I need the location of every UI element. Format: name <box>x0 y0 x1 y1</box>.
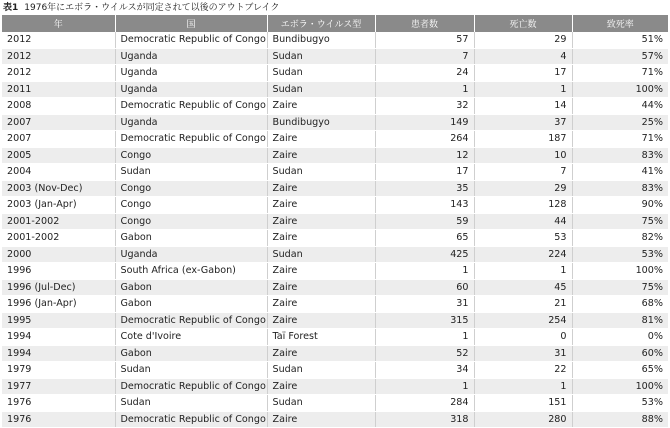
cell-fatality-rate: 25% <box>572 114 668 131</box>
table-row <box>2 312 668 329</box>
cell-cases: 12 <box>375 147 474 164</box>
table-row <box>2 164 668 181</box>
cell-deaths: 128 <box>474 197 572 214</box>
cell-year: 1995 <box>2 312 115 329</box>
cell-country: Democratic Republic of Congo <box>115 98 267 115</box>
cell-year: 2001-2002 <box>2 213 115 230</box>
table-row <box>2 411 668 428</box>
table-row <box>2 32 668 48</box>
cell-cases: 318 <box>375 411 474 428</box>
cell-virus-type: Zaire <box>267 147 375 164</box>
table-row <box>2 65 668 82</box>
cell-year: 1994 <box>2 329 115 346</box>
outbreak-table-container <box>2 15 668 428</box>
cell-year: 2003 (Nov-Dec) <box>2 180 115 197</box>
cell-virus-type: Zaire <box>267 180 375 197</box>
cell-deaths: 29 <box>474 32 572 48</box>
cell-country: Congo <box>115 197 267 214</box>
cell-virus-type: Zaire <box>267 312 375 329</box>
cell-cases: 149 <box>375 114 474 131</box>
cell-year: 2011 <box>2 81 115 98</box>
table-row <box>2 246 668 263</box>
cell-year: 1979 <box>2 362 115 379</box>
cell-deaths: 17 <box>474 65 572 82</box>
table-body <box>2 32 668 428</box>
cell-deaths: 29 <box>474 180 572 197</box>
cell-virus-type: Sudan <box>267 246 375 263</box>
cell-deaths: 14 <box>474 98 572 115</box>
column-header-cases: 患者数 <box>375 15 474 32</box>
cell-country: Cote d'Ivoire <box>115 329 267 346</box>
cell-deaths: 151 <box>474 395 572 412</box>
cell-year: 2012 <box>2 65 115 82</box>
cell-deaths: 45 <box>474 279 572 296</box>
cell-year: 2012 <box>2 32 115 48</box>
table-row <box>2 213 668 230</box>
cell-year: 2005 <box>2 147 115 164</box>
outbreak-table <box>2 15 668 428</box>
column-header-fatality-rate: 致死率 <box>572 15 668 32</box>
cell-year: 1976 <box>2 395 115 412</box>
cell-deaths: 44 <box>474 213 572 230</box>
cell-country: Congo <box>115 180 267 197</box>
table-row <box>2 345 668 362</box>
cell-year: 1977 <box>2 378 115 395</box>
table-number: 表1 <box>3 3 19 13</box>
cell-virus-type: Zaire <box>267 411 375 428</box>
cell-country: Gabon <box>115 345 267 362</box>
cell-country: Uganda <box>115 246 267 263</box>
table-row <box>2 378 668 395</box>
cell-deaths: 1 <box>474 378 572 395</box>
cell-deaths: 31 <box>474 345 572 362</box>
cell-year: 2001-2002 <box>2 230 115 247</box>
cell-virus-type: Zaire <box>267 263 375 280</box>
cell-cases: 425 <box>375 246 474 263</box>
cell-deaths: 1 <box>474 81 572 98</box>
cell-fatality-rate: 75% <box>572 213 668 230</box>
cell-virus-type: Zaire <box>267 197 375 214</box>
cell-country: Sudan <box>115 164 267 181</box>
cell-virus-type: Zaire <box>267 345 375 362</box>
table-row <box>2 180 668 197</box>
cell-country: Democratic Republic of Congo <box>115 312 267 329</box>
cell-cases: 52 <box>375 345 474 362</box>
cell-virus-type: Bundibugyo <box>267 114 375 131</box>
cell-country: Democratic Republic of Congo <box>115 131 267 148</box>
cell-virus-type: Zaire <box>267 296 375 313</box>
cell-virus-type: Sudan <box>267 48 375 65</box>
cell-cases: 32 <box>375 98 474 115</box>
cell-cases: 24 <box>375 65 474 82</box>
cell-fatality-rate: 71% <box>572 131 668 148</box>
table-row <box>2 279 668 296</box>
cell-year: 2007 <box>2 131 115 148</box>
cell-country: Uganda <box>115 81 267 98</box>
cell-country: Gabon <box>115 279 267 296</box>
cell-cases: 143 <box>375 197 474 214</box>
cell-virus-type: Zaire <box>267 98 375 115</box>
cell-virus-type: Taï Forest <box>267 329 375 346</box>
cell-virus-type: Zaire <box>267 230 375 247</box>
table-row <box>2 296 668 313</box>
cell-fatality-rate: 41% <box>572 164 668 181</box>
cell-fatality-rate: 65% <box>572 362 668 379</box>
table-caption <box>3 2 279 14</box>
cell-virus-type: Bundibugyo <box>267 32 375 48</box>
cell-country: Uganda <box>115 114 267 131</box>
cell-deaths: 10 <box>474 147 572 164</box>
cell-cases: 264 <box>375 131 474 148</box>
cell-fatality-rate: 82% <box>572 230 668 247</box>
cell-deaths: 187 <box>474 131 572 148</box>
cell-virus-type: Sudan <box>267 65 375 82</box>
cell-country: Gabon <box>115 230 267 247</box>
cell-year: 2004 <box>2 164 115 181</box>
cell-deaths: 1 <box>474 263 572 280</box>
cell-deaths: 224 <box>474 246 572 263</box>
cell-cases: 17 <box>375 164 474 181</box>
cell-fatality-rate: 83% <box>572 147 668 164</box>
table-header-row <box>2 15 668 32</box>
cell-fatality-rate: 57% <box>572 48 668 65</box>
cell-year: 1976 <box>2 411 115 428</box>
cell-cases: 7 <box>375 48 474 65</box>
cell-country: Sudan <box>115 362 267 379</box>
cell-cases: 65 <box>375 230 474 247</box>
table-row <box>2 362 668 379</box>
cell-year: 1994 <box>2 345 115 362</box>
cell-fatality-rate: 90% <box>572 197 668 214</box>
cell-deaths: 22 <box>474 362 572 379</box>
cell-virus-type: Zaire <box>267 378 375 395</box>
cell-cases: 34 <box>375 362 474 379</box>
cell-year: 1996 <box>2 263 115 280</box>
cell-cases: 315 <box>375 312 474 329</box>
cell-cases: 1 <box>375 329 474 346</box>
cell-year: 2003 (Jan-Apr) <box>2 197 115 214</box>
cell-year: 2012 <box>2 48 115 65</box>
cell-year: 2000 <box>2 246 115 263</box>
cell-cases: 59 <box>375 213 474 230</box>
cell-fatality-rate: 100% <box>572 263 668 280</box>
cell-country: Gabon <box>115 296 267 313</box>
cell-deaths: 21 <box>474 296 572 313</box>
cell-cases: 1 <box>375 263 474 280</box>
table-row <box>2 81 668 98</box>
cell-deaths: 53 <box>474 230 572 247</box>
cell-virus-type: Sudan <box>267 164 375 181</box>
column-header-deaths: 死亡数 <box>474 15 572 32</box>
cell-fatality-rate: 81% <box>572 312 668 329</box>
cell-virus-type: Zaire <box>267 279 375 296</box>
cell-cases: 1 <box>375 81 474 98</box>
cell-country: South Africa (ex-Gabon) <box>115 263 267 280</box>
table-row <box>2 395 668 412</box>
cell-year: 2007 <box>2 114 115 131</box>
cell-country: Uganda <box>115 48 267 65</box>
cell-country: Democratic Republic of Congo <box>115 32 267 48</box>
cell-cases: 284 <box>375 395 474 412</box>
cell-fatality-rate: 51% <box>572 32 668 48</box>
cell-year: 1996 (Jul-Dec) <box>2 279 115 296</box>
table-row <box>2 114 668 131</box>
cell-country: Congo <box>115 213 267 230</box>
cell-deaths: 7 <box>474 164 572 181</box>
table-row <box>2 263 668 280</box>
cell-country: Democratic Republic of Congo <box>115 411 267 428</box>
cell-fatality-rate: 68% <box>572 296 668 313</box>
table-row <box>2 197 668 214</box>
cell-deaths: 4 <box>474 48 572 65</box>
cell-virus-type: Sudan <box>267 81 375 98</box>
cell-virus-type: Zaire <box>267 131 375 148</box>
column-header-country: 国 <box>115 15 267 32</box>
cell-fatality-rate: 100% <box>572 81 668 98</box>
cell-cases: 31 <box>375 296 474 313</box>
column-header-year: 年 <box>2 15 115 32</box>
cell-deaths: 280 <box>474 411 572 428</box>
table-row <box>2 147 668 164</box>
cell-virus-type: Sudan <box>267 362 375 379</box>
cell-deaths: 254 <box>474 312 572 329</box>
table-row <box>2 329 668 346</box>
cell-cases: 60 <box>375 279 474 296</box>
cell-fatality-rate: 53% <box>572 246 668 263</box>
cell-fatality-rate: 53% <box>572 395 668 412</box>
cell-country: Sudan <box>115 395 267 412</box>
cell-virus-type: Zaire <box>267 213 375 230</box>
column-header-virus-type: エボラ・ウイルス型 <box>267 15 375 32</box>
cell-fatality-rate: 0% <box>572 329 668 346</box>
cell-country: Democratic Republic of Congo <box>115 378 267 395</box>
cell-cases: 57 <box>375 32 474 48</box>
cell-deaths: 37 <box>474 114 572 131</box>
cell-fatality-rate: 88% <box>572 411 668 428</box>
cell-fatality-rate: 60% <box>572 345 668 362</box>
table-row <box>2 98 668 115</box>
cell-cases: 1 <box>375 378 474 395</box>
cell-fatality-rate: 71% <box>572 65 668 82</box>
cell-virus-type: Sudan <box>267 395 375 412</box>
table-title: 1976年にエボラ・ウイルスが同定されて以後のアウトブレイク <box>24 3 280 13</box>
table-row <box>2 230 668 247</box>
cell-fatality-rate: 100% <box>572 378 668 395</box>
cell-fatality-rate: 44% <box>572 98 668 115</box>
cell-fatality-rate: 83% <box>572 180 668 197</box>
cell-year: 2008 <box>2 98 115 115</box>
cell-cases: 35 <box>375 180 474 197</box>
cell-year: 1996 (Jan-Apr) <box>2 296 115 313</box>
cell-country: Uganda <box>115 65 267 82</box>
cell-country: Congo <box>115 147 267 164</box>
cell-fatality-rate: 75% <box>572 279 668 296</box>
table-row <box>2 131 668 148</box>
cell-deaths: 0 <box>474 329 572 346</box>
table-row <box>2 48 668 65</box>
